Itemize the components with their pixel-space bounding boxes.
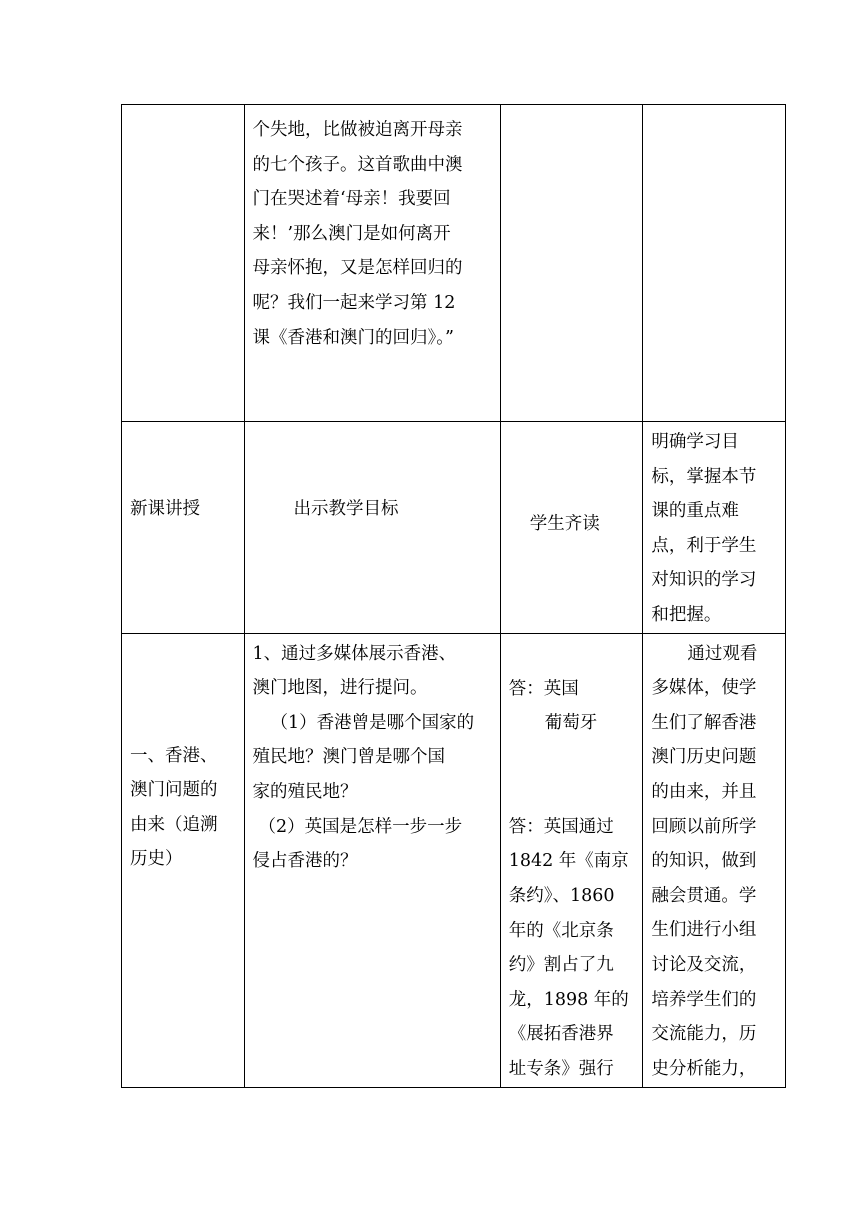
text-line: 融会贯通。学	[651, 885, 757, 906]
answer-line: 答：英国通过	[508, 816, 614, 837]
answer-line: 约》割占了九	[508, 955, 614, 976]
lesson-plan-table	[121, 104, 786, 1088]
text-line: 的知识，做到	[651, 851, 757, 872]
text-line: 由来（追溯	[130, 814, 218, 835]
text-line: 交流能力，历	[651, 1024, 757, 1045]
table-row-new-lesson	[122, 422, 786, 634]
stage-cell	[122, 633, 245, 1087]
table-row-history-origin	[122, 633, 786, 1087]
text-line: 多媒体，使学	[651, 678, 757, 699]
answer-line: 年的《北京条	[508, 920, 614, 941]
text-line: 生们了解香港	[651, 712, 757, 733]
text-line: 史分析能力，	[651, 1058, 757, 1079]
design-intent-cell	[643, 422, 786, 634]
text-line: 和把握。	[651, 604, 722, 625]
text-line: 对知识的学习	[651, 570, 757, 591]
text-line: （1）香港曾是哪个国家的	[270, 712, 475, 733]
text-line: 1、通过多媒体展示香港、	[252, 643, 457, 664]
text-line: 课的重点难	[651, 501, 739, 522]
stage-cell	[122, 422, 245, 634]
text-line: 呢？我们一起来学习第 12	[252, 292, 456, 313]
text-line: 回顾以前所学	[651, 816, 757, 837]
text-line: 讨论及交流，	[651, 954, 757, 975]
answer-line: 条约》、1860	[508, 885, 615, 906]
answer-line: 址专条》强行	[508, 1058, 614, 1079]
text-line: 侵占香港的？	[252, 851, 358, 872]
student-activity-cell	[500, 422, 643, 634]
text-line: 澳门问题的	[130, 780, 218, 801]
text-line: 培养学生们的	[651, 989, 757, 1010]
stage-label: 新课讲授	[130, 499, 200, 519]
answer-line: 《展拓香港界	[508, 1024, 614, 1045]
text-line: 通过观看	[687, 643, 758, 664]
text-line: 明确学习目	[651, 432, 739, 452]
answer-line: 答：英国	[508, 678, 579, 699]
answer-line: 1842 年《南京	[508, 851, 629, 872]
text-line: 历史）	[130, 849, 183, 870]
table-row-introduction-cont	[122, 105, 786, 422]
text-line: 的由来，并且	[651, 781, 757, 802]
text-line: 一、香港、	[130, 745, 218, 766]
text-line: 澳门历史问题	[651, 747, 757, 768]
design-intent-cell	[643, 633, 786, 1087]
text-line: 家的殖民地？	[252, 781, 358, 802]
text-line: 的七个孩子。这首歌曲中澳	[252, 154, 463, 175]
design-intent-cell-empty	[643, 105, 786, 422]
teacher-activity-cell	[244, 105, 500, 422]
text-line: 来！’那么澳门是如何离开	[252, 223, 451, 244]
student-activity-text: 学生齐读	[529, 514, 600, 534]
student-activity-cell	[500, 633, 643, 1087]
text-line: 标，掌握本节	[651, 466, 757, 487]
student-activity-cell-empty	[500, 105, 643, 422]
text-line: 生们进行小组	[651, 920, 757, 941]
teacher-activity-text: 出示教学目标	[293, 499, 399, 519]
text-line: 殖民地？澳门曾是哪个国	[252, 747, 446, 768]
text-line: 门在哭述着‘母亲！我要回	[252, 189, 451, 210]
stage-cell-empty	[122, 105, 245, 422]
text-line: 母亲怀抱，又是怎样回归的	[252, 258, 463, 279]
text-line: （2）英国是怎样一步一步	[258, 816, 463, 837]
teacher-activity-cell	[244, 633, 500, 1087]
text-line: 课《香港和澳门的回归》。”	[252, 327, 454, 348]
text-line: 点，利于学生	[651, 535, 757, 556]
answer-line: 龙，1898 年的	[508, 989, 629, 1010]
text-line: 个失地，比做被迫离开母亲	[252, 120, 463, 140]
answer-line: 葡萄牙	[544, 713, 598, 734]
teacher-activity-cell	[244, 422, 500, 634]
text-line: 澳门地图，进行提问。	[252, 678, 428, 699]
